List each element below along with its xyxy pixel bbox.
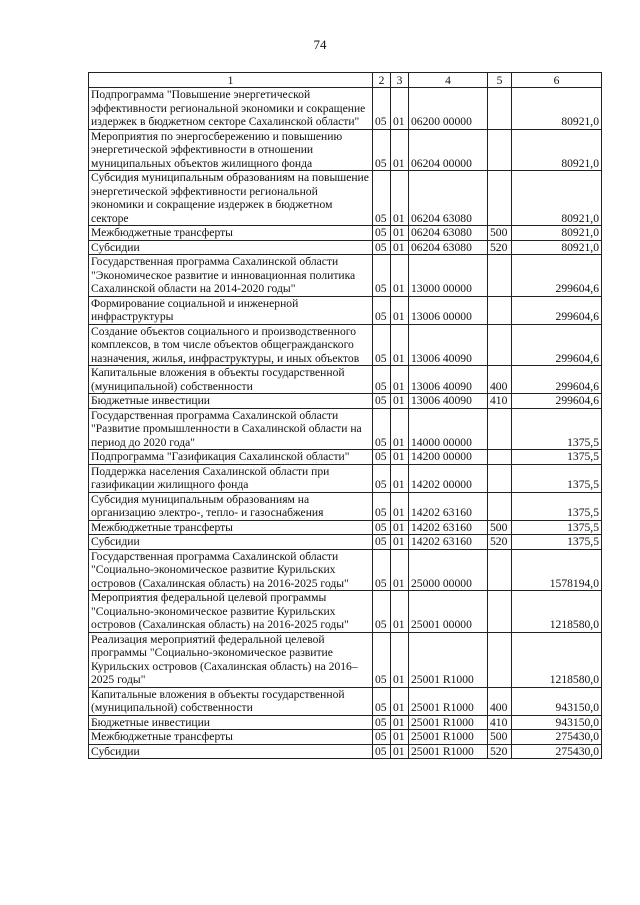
row-expense-type [488, 450, 512, 465]
row-expense-type [488, 255, 512, 297]
row-section: 05 [373, 730, 391, 745]
row-amount: 80921,0 [512, 129, 602, 171]
row-amount: 80921,0 [512, 171, 602, 226]
row-target-code: 14202 63160 [409, 535, 488, 550]
row-subsection: 01 [391, 730, 409, 745]
row-expense-type: 520 [488, 240, 512, 255]
table-row [89, 492, 602, 520]
table-row [89, 296, 602, 324]
row-subsection: 01 [391, 464, 409, 492]
row-name: Мероприятия федеральной целевой программы "Социально-экономическое развитие Курильских островов (Сахалинская область) на 2016-2025 годы" [89, 591, 373, 633]
row-subsection: 01 [391, 240, 409, 255]
header-col-1: 1 [89, 73, 373, 88]
row-expense-type [488, 591, 512, 633]
row-amount: 299604,6 [512, 366, 602, 394]
table-row [89, 744, 602, 759]
row-name: Межбюджетные трансферты [89, 730, 373, 745]
row-section: 05 [373, 240, 391, 255]
header-col-3: 3 [391, 73, 409, 88]
table-row [89, 394, 602, 409]
row-target-code: 06204 00000 [409, 129, 488, 171]
row-section: 05 [373, 492, 391, 520]
row-name: Государственная программа Сахалинской области "Социально-экономическое развитие Курильских островов (Сахалинская область) на 2016-2025 годы" [89, 549, 373, 591]
row-expense-type [488, 408, 512, 450]
row-name: Межбюджетные трансферты [89, 226, 373, 241]
table-row [89, 535, 602, 550]
table-row [89, 366, 602, 394]
row-subsection: 01 [391, 535, 409, 550]
row-name: Подпрограмма "Повышение энергетической эффективности региональной экономики и сокращение издержек в бюджетном секторе Сахалинской области" [89, 88, 373, 130]
row-name: Субсидия муниципальным образованиям на повышение энергетической эффективности региональной экономики и сокращение издержек в бюджетном секторе [89, 171, 373, 226]
row-name: Поддержка населения Сахалинской области при газификации жилищного фонда [89, 464, 373, 492]
row-subsection: 01 [391, 255, 409, 297]
row-expense-type: 400 [488, 687, 512, 715]
row-target-code: 13006 40090 [409, 366, 488, 394]
row-section: 05 [373, 715, 391, 730]
page-number: 74 [313, 37, 327, 52]
row-name: Мероприятия по энергосбережению и повышению энергетической эффективности в отношении муниципальных объектов жилищного фонда [89, 129, 373, 171]
row-name: Государственная программа Сахалинской области "Развитие промышленности в Сахалинской области на период до 2020 года" [89, 408, 373, 450]
row-section: 05 [373, 394, 391, 409]
row-section: 05 [373, 129, 391, 171]
row-target-code: 25000 00000 [409, 549, 488, 591]
row-subsection: 01 [391, 88, 409, 130]
row-section: 05 [373, 535, 391, 550]
row-subsection: 01 [391, 549, 409, 591]
row-section: 05 [373, 366, 391, 394]
header-col-4: 4 [409, 73, 488, 88]
row-target-code: 14200 00000 [409, 450, 488, 465]
row-subsection: 01 [391, 394, 409, 409]
row-subsection: 01 [391, 408, 409, 450]
row-expense-type [488, 632, 512, 687]
row-section: 05 [373, 520, 391, 535]
row-amount: 299604,6 [512, 324, 602, 366]
row-target-code: 25001 R1000 [409, 744, 488, 759]
table-row [89, 730, 602, 745]
table-row [89, 520, 602, 535]
row-expense-type [488, 296, 512, 324]
row-amount: 943150,0 [512, 715, 602, 730]
row-target-code: 06204 63080 [409, 171, 488, 226]
table-row [89, 450, 602, 465]
row-expense-type: 500 [488, 226, 512, 241]
row-name: Капитальные вложения в объекты государственной (муниципальной) собственности [89, 366, 373, 394]
row-target-code: 06204 63080 [409, 240, 488, 255]
row-amount: 299604,6 [512, 296, 602, 324]
row-section: 05 [373, 464, 391, 492]
row-name: Государственная программа Сахалинской области "Экономическое развитие и инновационная политика Сахалинской области на 2014-2020 годы" [89, 255, 373, 297]
row-target-code: 14202 63160 [409, 520, 488, 535]
header-row [89, 73, 602, 88]
row-amount: 1375,5 [512, 450, 602, 465]
row-expense-type: 400 [488, 366, 512, 394]
row-subsection: 01 [391, 520, 409, 535]
row-section: 05 [373, 88, 391, 130]
row-section: 05 [373, 255, 391, 297]
row-name: Реализация мероприятий федеральной целевой программы "Социально-экономическое развитие Курильских островов (Сахалинская область) на 2016–2025 годы" [89, 632, 373, 687]
row-name: Субсидии [89, 535, 373, 550]
row-subsection: 01 [391, 632, 409, 687]
row-target-code: 13006 40090 [409, 324, 488, 366]
row-subsection: 01 [391, 715, 409, 730]
row-amount: 80921,0 [512, 226, 602, 241]
table-row [89, 88, 602, 130]
row-expense-type: 410 [488, 715, 512, 730]
row-section: 05 [373, 324, 391, 366]
row-amount: 1578194,0 [512, 549, 602, 591]
row-expense-type [488, 549, 512, 591]
row-target-code: 13006 00000 [409, 296, 488, 324]
row-expense-type [488, 129, 512, 171]
row-target-code: 25001 R1000 [409, 730, 488, 745]
table-row [89, 464, 602, 492]
row-target-code: 25001 R1000 [409, 715, 488, 730]
row-section: 05 [373, 549, 391, 591]
table-row [89, 687, 602, 715]
row-section: 05 [373, 450, 391, 465]
row-target-code: 06200 00000 [409, 88, 488, 130]
row-subsection: 01 [391, 687, 409, 715]
table-row [89, 591, 602, 633]
row-target-code: 13000 00000 [409, 255, 488, 297]
row-section: 05 [373, 171, 391, 226]
budget-table [88, 72, 602, 759]
row-section: 05 [373, 687, 391, 715]
row-amount: 1375,5 [512, 492, 602, 520]
table-row [89, 549, 602, 591]
row-target-code: 25001 00000 [409, 591, 488, 633]
header-col-2: 2 [373, 73, 391, 88]
table-row [89, 632, 602, 687]
table-row [89, 240, 602, 255]
row-amount: 80921,0 [512, 88, 602, 130]
row-expense-type [488, 324, 512, 366]
row-amount: 943150,0 [512, 687, 602, 715]
row-subsection: 01 [391, 744, 409, 759]
table-row [89, 129, 602, 171]
header-col-6: 6 [512, 73, 602, 88]
row-subsection: 01 [391, 296, 409, 324]
row-expense-type: 520 [488, 744, 512, 759]
table-header [89, 73, 602, 88]
row-target-code: 14202 00000 [409, 464, 488, 492]
row-expense-type: 500 [488, 730, 512, 745]
table-row [89, 226, 602, 241]
table-row [89, 255, 602, 297]
row-section: 05 [373, 632, 391, 687]
row-amount: 1218580,0 [512, 591, 602, 633]
row-section: 05 [373, 296, 391, 324]
table-row [89, 171, 602, 226]
row-name: Субсидия муниципальным образованиям на организацию электро-, тепло- и газоснабжения [89, 492, 373, 520]
table-row [89, 715, 602, 730]
row-target-code: 14202 63160 [409, 492, 488, 520]
row-target-code: 25001 R1000 [409, 632, 488, 687]
table-row [89, 408, 602, 450]
row-name: Бюджетные инвестиции [89, 394, 373, 409]
row-name: Субсидии [89, 744, 373, 759]
table-row [89, 324, 602, 366]
row-subsection: 01 [391, 226, 409, 241]
row-name: Подпрограмма "Газификация Сахалинской области" [89, 450, 373, 465]
row-target-code: 06204 63080 [409, 226, 488, 241]
row-amount: 1375,5 [512, 464, 602, 492]
row-amount: 1375,5 [512, 408, 602, 450]
row-name: Субсидии [89, 240, 373, 255]
row-name: Капитальные вложения в объекты государственной (муниципальной) собственности [89, 687, 373, 715]
row-section: 05 [373, 226, 391, 241]
row-target-code: 25001 R1000 [409, 687, 488, 715]
row-name: Межбюджетные трансферты [89, 520, 373, 535]
row-amount: 1375,5 [512, 535, 602, 550]
table-body [89, 88, 602, 759]
row-amount: 275430,0 [512, 744, 602, 759]
row-section: 05 [373, 408, 391, 450]
row-amount: 80921,0 [512, 240, 602, 255]
row-target-code: 14000 00000 [409, 408, 488, 450]
row-amount: 299604,6 [512, 394, 602, 409]
row-subsection: 01 [391, 591, 409, 633]
row-amount: 275430,0 [512, 730, 602, 745]
row-subsection: 01 [391, 324, 409, 366]
row-expense-type [488, 492, 512, 520]
row-target-code: 13006 40090 [409, 394, 488, 409]
row-subsection: 01 [391, 366, 409, 394]
row-expense-type: 520 [488, 535, 512, 550]
row-section: 05 [373, 591, 391, 633]
row-subsection: 01 [391, 129, 409, 171]
header-col-5: 5 [488, 73, 512, 88]
row-subsection: 01 [391, 492, 409, 520]
row-subsection: 01 [391, 450, 409, 465]
row-amount: 1218580,0 [512, 632, 602, 687]
row-name: Создание объектов социального и производственного комплексов, в том числе объектов общегражданского назначения, жилья, инфраструктуры, и иных объектов [89, 324, 373, 366]
row-expense-type [488, 464, 512, 492]
row-section: 05 [373, 744, 391, 759]
row-expense-type: 410 [488, 394, 512, 409]
row-amount: 1375,5 [512, 520, 602, 535]
row-expense-type: 500 [488, 520, 512, 535]
row-expense-type [488, 171, 512, 226]
row-subsection: 01 [391, 171, 409, 226]
row-expense-type [488, 88, 512, 130]
row-amount: 299604,6 [512, 255, 602, 297]
row-name: Формирование социальной и инженерной инфраструктуры [89, 296, 373, 324]
row-name: Бюджетные инвестиции [89, 715, 373, 730]
